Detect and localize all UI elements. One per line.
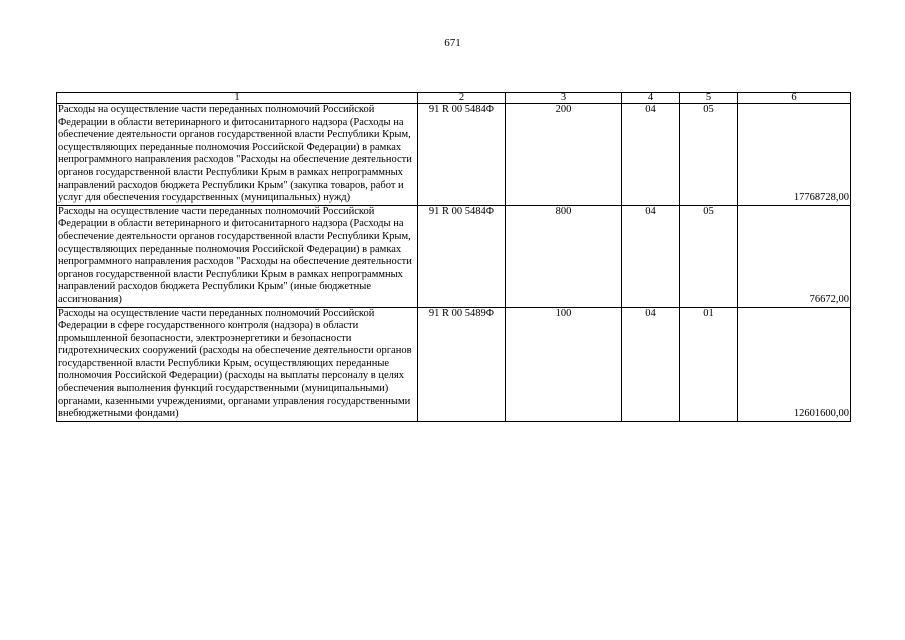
amount-cell: 17768728,00 (738, 104, 851, 206)
budget-table (56, 92, 851, 422)
header-cell: 6 (738, 93, 851, 104)
expense-type-cell: 200 (506, 104, 622, 206)
subsection-cell: 05 (680, 104, 738, 206)
header-cell: 4 (622, 93, 680, 104)
subsection-cell: 01 (680, 307, 738, 421)
table-row (57, 104, 851, 206)
description-cell: Расходы на осуществление части переданных полномочий Российской Федерации в сфере государственного контроля (надзора) в области промышленной безопасности, электроэнергетики и безопасности гидротехнических сооружений (расходы на обеспечение деятельности органов государственной власти Республики Крым, осуществляющих переданные полномочия Российской Федерации) (расходы на выплаты персоналу в целях обеспечения выполнения функций государственными (муниципальными) органами, казенными учреждениями, органами управления государственными внебюджетными фондами) (57, 307, 418, 421)
target-code-cell: 91 R 00 5484Ф (418, 104, 506, 206)
subsection-cell: 05 (680, 205, 738, 307)
description-cell: Расходы на осуществление части переданных полномочий Российской Федерации в области ветеринарного и фитосанитарного надзора (Расходы на обеспечение деятельности органов государственной власти Республики Крым, осуществляющих переданные полномочия Российской Федерации) в рамках непрограммного направления расходов "Расходы на обеспечение деятельности органов государственной власти Республики Крым в рамках непрограммных направлений расходов бюджета Республики Крым" (закупка товаров, работ и услуг для обеспечения государственных (муниципальных) нужд) (57, 104, 418, 206)
section-cell: 04 (622, 307, 680, 421)
amount-cell: 76672,00 (738, 205, 851, 307)
table-row (57, 205, 851, 307)
section-cell: 04 (622, 104, 680, 206)
header-cell: 2 (418, 93, 506, 104)
expense-type-cell: 100 (506, 307, 622, 421)
target-code-cell: 91 R 00 5489Ф (418, 307, 506, 421)
target-code-cell: 91 R 00 5484Ф (418, 205, 506, 307)
header-cell: 5 (680, 93, 738, 104)
section-cell: 04 (622, 205, 680, 307)
table-row (57, 307, 851, 421)
description-cell: Расходы на осуществление части переданных полномочий Российской Федерации в области ветеринарного и фитосанитарного надзора (Расходы на обеспечение деятельности органов государственной власти Республики Крым, осуществляющих переданные полномочия Российской Федерации) в рамках непрограммного направления расходов "Расходы на обеспечение деятельности органов государственной власти Республики Крым в рамках непрограммных направлений расходов бюджета Республики Крым" (иные бюджетные ассигнования) (57, 205, 418, 307)
header-cell: 1 (57, 93, 418, 104)
header-cell: 3 (506, 93, 622, 104)
amount-cell: 12601600,00 (738, 307, 851, 421)
page-number: 671 (444, 37, 461, 49)
expense-type-cell: 800 (506, 205, 622, 307)
header-row (57, 93, 851, 104)
